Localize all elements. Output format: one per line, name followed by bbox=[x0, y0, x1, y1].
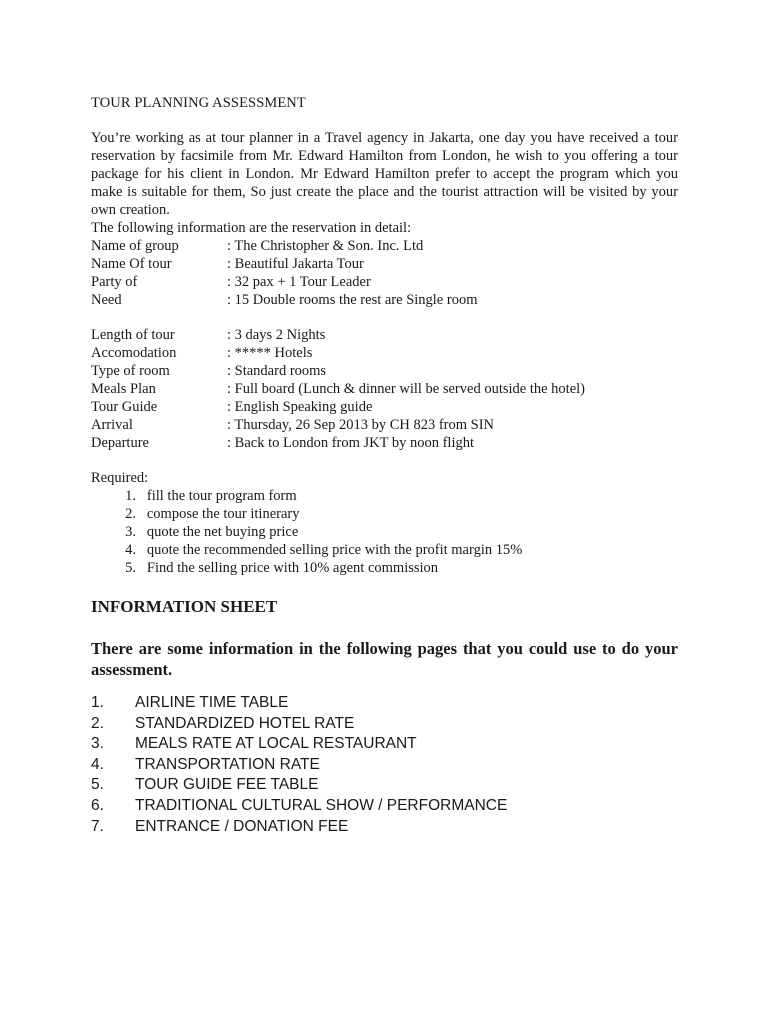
list-number: 6. bbox=[91, 796, 104, 814]
intro-paragraph: You’re working as at tour planner in a Travel agency in Jakarta, one day you have received a tour reservation by facsimile from Mr. Edward Hamilton from London, he wish to you offering a tour package for his client in London. Mr Edward Hamilton prefer to accept the program which you make is suitable for them, So just create the place and the tourist attraction will be visited by your own creation. bbox=[91, 130, 678, 218]
information-paragraph: There are some information in the following pages that you could use to do your assessment. bbox=[91, 639, 678, 679]
list-number: 3. bbox=[125, 524, 136, 540]
reservation-label: Accomodation bbox=[91, 345, 177, 361]
list-text: AIRLINE TIME TABLE bbox=[135, 694, 289, 711]
list-item bbox=[91, 487, 522, 505]
reservation-label: Arrival bbox=[91, 417, 133, 433]
reservation-label: Type of room bbox=[91, 363, 170, 379]
list-item bbox=[91, 523, 522, 541]
reservation-label: Length of tour bbox=[91, 327, 175, 343]
list-item bbox=[91, 796, 507, 817]
information-list bbox=[91, 693, 507, 837]
required-label: Required: bbox=[91, 470, 149, 486]
reservation-value: : 15 Double rooms the rest are Single room bbox=[227, 292, 478, 308]
reservation-row bbox=[91, 291, 691, 309]
list-item bbox=[91, 559, 522, 577]
reservation-row bbox=[91, 344, 691, 362]
document-title: TOUR PLANNING ASSESSMENT bbox=[91, 95, 306, 111]
reservation-value: : Thursday, 26 Sep 2013 by CH 823 from SIN bbox=[227, 417, 495, 433]
list-text: Find the selling price with 10% agent commission bbox=[146, 560, 439, 576]
list-number: 2. bbox=[91, 714, 104, 732]
reservation-row bbox=[91, 434, 691, 452]
required-list bbox=[91, 487, 522, 577]
list-text: quote the net buying price bbox=[146, 524, 299, 540]
list-text: TRANSPORTATION RATE bbox=[135, 755, 320, 773]
reservation-value: : Standard rooms bbox=[227, 363, 327, 379]
list-number: 4. bbox=[91, 755, 104, 773]
information-sheet-heading: INFORMATION SHEET bbox=[91, 597, 278, 616]
reservation-label: Meals Plan bbox=[91, 381, 156, 397]
reservation-row bbox=[91, 380, 691, 398]
list-item bbox=[91, 541, 522, 559]
list-text: fill the tour program form bbox=[146, 488, 297, 504]
list-number: 3. bbox=[91, 735, 104, 753]
list-number: 2. bbox=[125, 506, 136, 522]
list-text: compose the tour itinerary bbox=[146, 506, 300, 522]
reservation-value: : Back to London from JKT by noon flight bbox=[227, 435, 475, 451]
reservation-row bbox=[91, 416, 691, 434]
reservation-value: : 32 pax + 1 Tour Leader bbox=[227, 274, 371, 290]
reservation-row bbox=[91, 326, 691, 344]
list-number: 1. bbox=[91, 694, 104, 711]
reservation-intro-line: The following information are the reservation in detail: bbox=[91, 220, 412, 236]
reservation-value: : 3 days 2 Nights bbox=[227, 327, 326, 343]
reservation-row bbox=[91, 237, 691, 255]
reservation-details-group-1 bbox=[91, 237, 691, 309]
list-number: 5. bbox=[91, 776, 104, 794]
list-number: 4. bbox=[125, 542, 136, 558]
list-text: TRADITIONAL CULTURAL SHOW / PERFORMANCE bbox=[135, 796, 508, 814]
list-item bbox=[91, 693, 507, 714]
reservation-value: : Beautiful Jakarta Tour bbox=[227, 256, 364, 272]
reservation-row bbox=[91, 362, 691, 380]
list-number: 7. bbox=[91, 817, 104, 835]
list-item bbox=[91, 755, 507, 776]
list-number: 5. bbox=[125, 560, 136, 576]
reservation-row bbox=[91, 255, 691, 273]
list-item bbox=[91, 714, 507, 735]
list-text: STANDARDIZED HOTEL RATE bbox=[135, 714, 355, 732]
list-text: MEALS RATE AT LOCAL RESTAURANT bbox=[135, 735, 417, 753]
reservation-label: Name of group bbox=[91, 238, 179, 254]
reservation-label: Tour Guide bbox=[91, 399, 158, 415]
reservation-label: Departure bbox=[91, 435, 149, 451]
list-item bbox=[91, 734, 507, 755]
reservation-value: : English Speaking guide bbox=[227, 399, 373, 415]
list-item bbox=[91, 775, 507, 796]
reservation-value: : Full board (Lunch & dinner will be served outside the hotel) bbox=[227, 381, 585, 397]
reservation-details-group-2 bbox=[91, 326, 691, 452]
list-text: ENTRANCE / DONATION FEE bbox=[135, 817, 349, 835]
reservation-label: Name Of tour bbox=[91, 256, 172, 272]
reservation-label: Party of bbox=[91, 274, 138, 290]
reservation-label: Need bbox=[91, 292, 122, 308]
reservation-row bbox=[91, 273, 691, 291]
reservation-value: : The Christopher & Son. Inc. Ltd bbox=[227, 238, 424, 254]
reservation-row bbox=[91, 398, 691, 416]
list-item bbox=[91, 505, 522, 523]
list-number: 1. bbox=[125, 488, 136, 504]
list-text: TOUR GUIDE FEE TABLE bbox=[135, 776, 319, 794]
list-text: quote the recommended selling price with the profit margin 15% bbox=[146, 542, 523, 558]
list-item bbox=[91, 817, 507, 838]
reservation-value: : ***** Hotels bbox=[227, 345, 313, 361]
